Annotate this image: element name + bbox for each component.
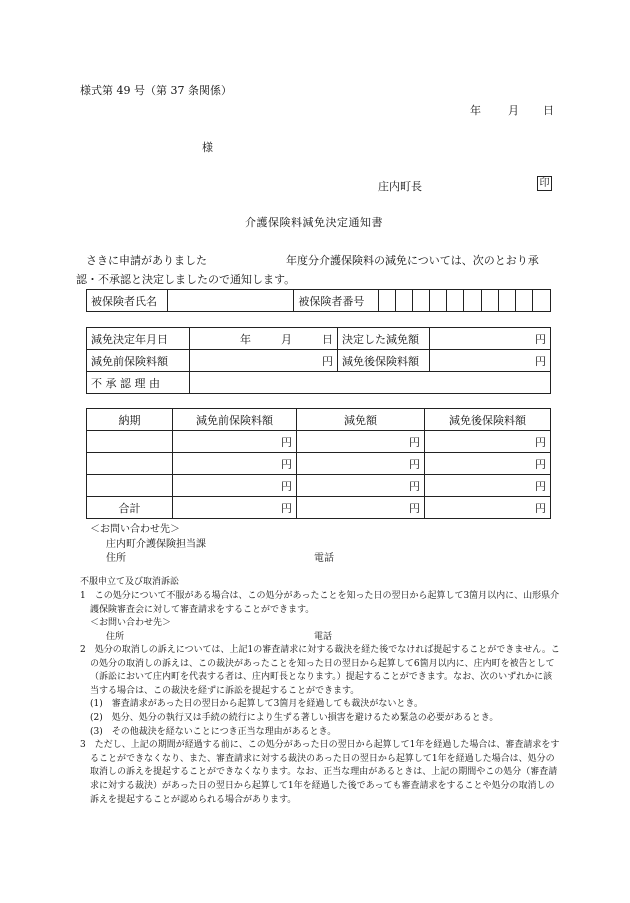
table-row: [87, 431, 551, 453]
notes-item-2-block: [80, 644, 560, 807]
decided-amount-label: 決定した減免額: [338, 328, 430, 350]
table-row-total: [87, 497, 551, 519]
total-reduction-cell[interactable]: [297, 497, 425, 519]
after-cell[interactable]: [425, 431, 551, 453]
issuer-name: 庄内町長: [378, 180, 422, 193]
insured-number-digit[interactable]: [515, 290, 532, 312]
notes-item-2: 2 処分の取消しの訴えについては、上記1の審査請求に対する裁決を経た後でなければ提起することができません。この処分の取消しの訴えは、この裁決があったことを知った日の翌日から起算して6箇月以内に、庄内町を被告として（訴訟において庄内町を代表する者は、庄内町長となります。）提起することができます。なお、次のいずれかに該当する場合は、この裁決を経ずに訴訟を提起することができます。: [80, 645, 560, 696]
total-label: 合計: [87, 497, 173, 519]
after-cell[interactable]: [425, 475, 551, 497]
notes-item-2-2: (2) 処分、処分の執行又は手続の続行により生ずる著しい損害を避けるため緊急の必要があるとき。: [90, 712, 499, 723]
yen-unit: 円: [281, 501, 292, 515]
header-after-amount: 減免後保険料額: [425, 409, 551, 431]
due-cell[interactable]: [87, 431, 173, 453]
before-amount-label: 減免前保険料額: [87, 350, 190, 372]
contact-heading: ＜お問い合わせ先＞: [90, 524, 180, 535]
seal-mark: 印: [537, 176, 552, 191]
yen-unit: 円: [535, 435, 546, 449]
reduction-cell[interactable]: [297, 431, 425, 453]
contact-address-label: 住所: [106, 553, 126, 564]
yen-unit: 円: [535, 457, 546, 471]
intro-part1: さきに申請がありました: [86, 254, 207, 267]
yen-unit: 円: [409, 435, 420, 449]
insured-number-digit[interactable]: [378, 290, 395, 312]
after-amount-field[interactable]: [430, 350, 551, 372]
decided-amount-field[interactable]: [430, 328, 551, 350]
yen-unit: 円: [535, 501, 546, 515]
form-number: 様式第 49 号（第 37 条関係）: [80, 84, 232, 97]
yen-unit: 円: [409, 501, 420, 515]
reduction-cell[interactable]: [297, 453, 425, 475]
insured-info-table: [86, 289, 551, 312]
before-cell[interactable]: [173, 453, 297, 475]
insured-number-label: 被保険者番号: [294, 290, 379, 312]
due-cell[interactable]: [87, 453, 173, 475]
yen-unit: 円: [281, 435, 292, 449]
decision-date-field[interactable]: [190, 328, 338, 350]
table-row: [87, 475, 551, 497]
date-year-label: 年: [470, 104, 481, 117]
insured-number-digit[interactable]: [430, 290, 447, 312]
yen-unit: 円: [409, 457, 420, 471]
contact-dept: 庄内町介護保険担当課: [106, 539, 206, 550]
insured-number-digit[interactable]: [413, 290, 430, 312]
insured-number-digit[interactable]: [532, 290, 550, 312]
reduction-cell[interactable]: [297, 475, 425, 497]
notes-item-1-address: 住所: [106, 632, 125, 642]
after-amount-label: 減免後保険料額: [338, 350, 430, 372]
yen-unit: 円: [535, 354, 546, 368]
table-row: [87, 453, 551, 475]
header-reduction: 減免額: [297, 409, 425, 431]
notes-item-1-phone: 電話: [314, 632, 333, 642]
decision-year-label: 年: [240, 332, 251, 346]
yen-unit: 円: [535, 332, 546, 346]
notes-item-2-3: (3) その他裁決を経ないことにつき正当な理由があるとき。: [90, 726, 337, 737]
total-after-cell[interactable]: [425, 497, 551, 519]
header-due: 納期: [87, 409, 173, 431]
rejection-reason-field[interactable]: [190, 372, 551, 394]
due-cell[interactable]: [87, 475, 173, 497]
yen-unit: 円: [281, 479, 292, 493]
date-month-label: 月: [508, 104, 519, 117]
decision-day-label: 日: [322, 332, 333, 346]
header-before-amount: 減免前保険料額: [173, 409, 297, 431]
yen-unit: 円: [409, 479, 420, 493]
total-before-cell[interactable]: [173, 497, 297, 519]
notes-item-1-block: [80, 590, 560, 617]
document-title: 介護保険料減免決定通知書: [245, 216, 383, 229]
decision-date-label: 減免決定年月日: [87, 328, 190, 350]
insured-name-field[interactable]: [167, 290, 294, 312]
notes-heading: 不服申立て及び取消訴訟: [80, 577, 180, 587]
insured-number-digit[interactable]: [481, 290, 498, 312]
notes-item-1-contact: ＜お問い合わせ先＞: [90, 618, 172, 628]
before-cell[interactable]: [173, 431, 297, 453]
notes-item-2-1: (1) 審査請求があった日の翌日から起算して3箇月を経過しても裁決がないとき。: [90, 699, 424, 710]
installment-table: [86, 408, 551, 519]
yen-unit: 円: [281, 457, 292, 471]
after-cell[interactable]: [425, 453, 551, 475]
date-day-label: 日: [543, 104, 554, 117]
decision-table: [86, 327, 551, 394]
intro-line2: 認・不承認と決定しましたので通知します。: [76, 273, 296, 286]
before-amount-field[interactable]: [190, 350, 338, 372]
intro-part2: 年度分介護保険料の減免については、次のとおり承: [286, 254, 539, 267]
notes-item-1: 1 この処分について不服がある場合は、この処分があったことを知った日の翌日から起算して3箇月以内に、山形県介護保険審査会に対して審査請求をすることができます。: [80, 591, 560, 615]
before-cell[interactable]: [173, 475, 297, 497]
insured-number-digit[interactable]: [498, 290, 515, 312]
contact-phone-label: 電話: [314, 553, 334, 564]
rejection-reason-label: 不 承 認 理 由: [87, 372, 190, 394]
insured-number-digit[interactable]: [464, 290, 481, 312]
insured-number-digit[interactable]: [447, 290, 464, 312]
yen-unit: 円: [535, 479, 546, 493]
insured-number-digit[interactable]: [395, 290, 412, 312]
decision-month-label: 月: [281, 332, 292, 346]
recipient-suffix: 様: [202, 141, 213, 154]
notes-item-3: 3 ただし、上記の期間が経過する前に、この処分があった日の翌日から起算して1年を経過した場合は、審査請求をすることができなくなり、また、審査請求に対する裁決のあった日の翌日から起算して1年を経過した場合は、処分の取消しの訴えを提起することができなくなります。なお、正当な理由があるときは、上記の期間やこの処分（審査請求に対する裁決）があった日の翌日から起算して1年を経過した後であっても審査請求をすることや処分の取消しの訴えを提起することが認められる場合があります。: [80, 740, 560, 805]
insured-name-label: 被保険者氏名: [87, 290, 168, 312]
yen-unit: 円: [322, 354, 333, 368]
